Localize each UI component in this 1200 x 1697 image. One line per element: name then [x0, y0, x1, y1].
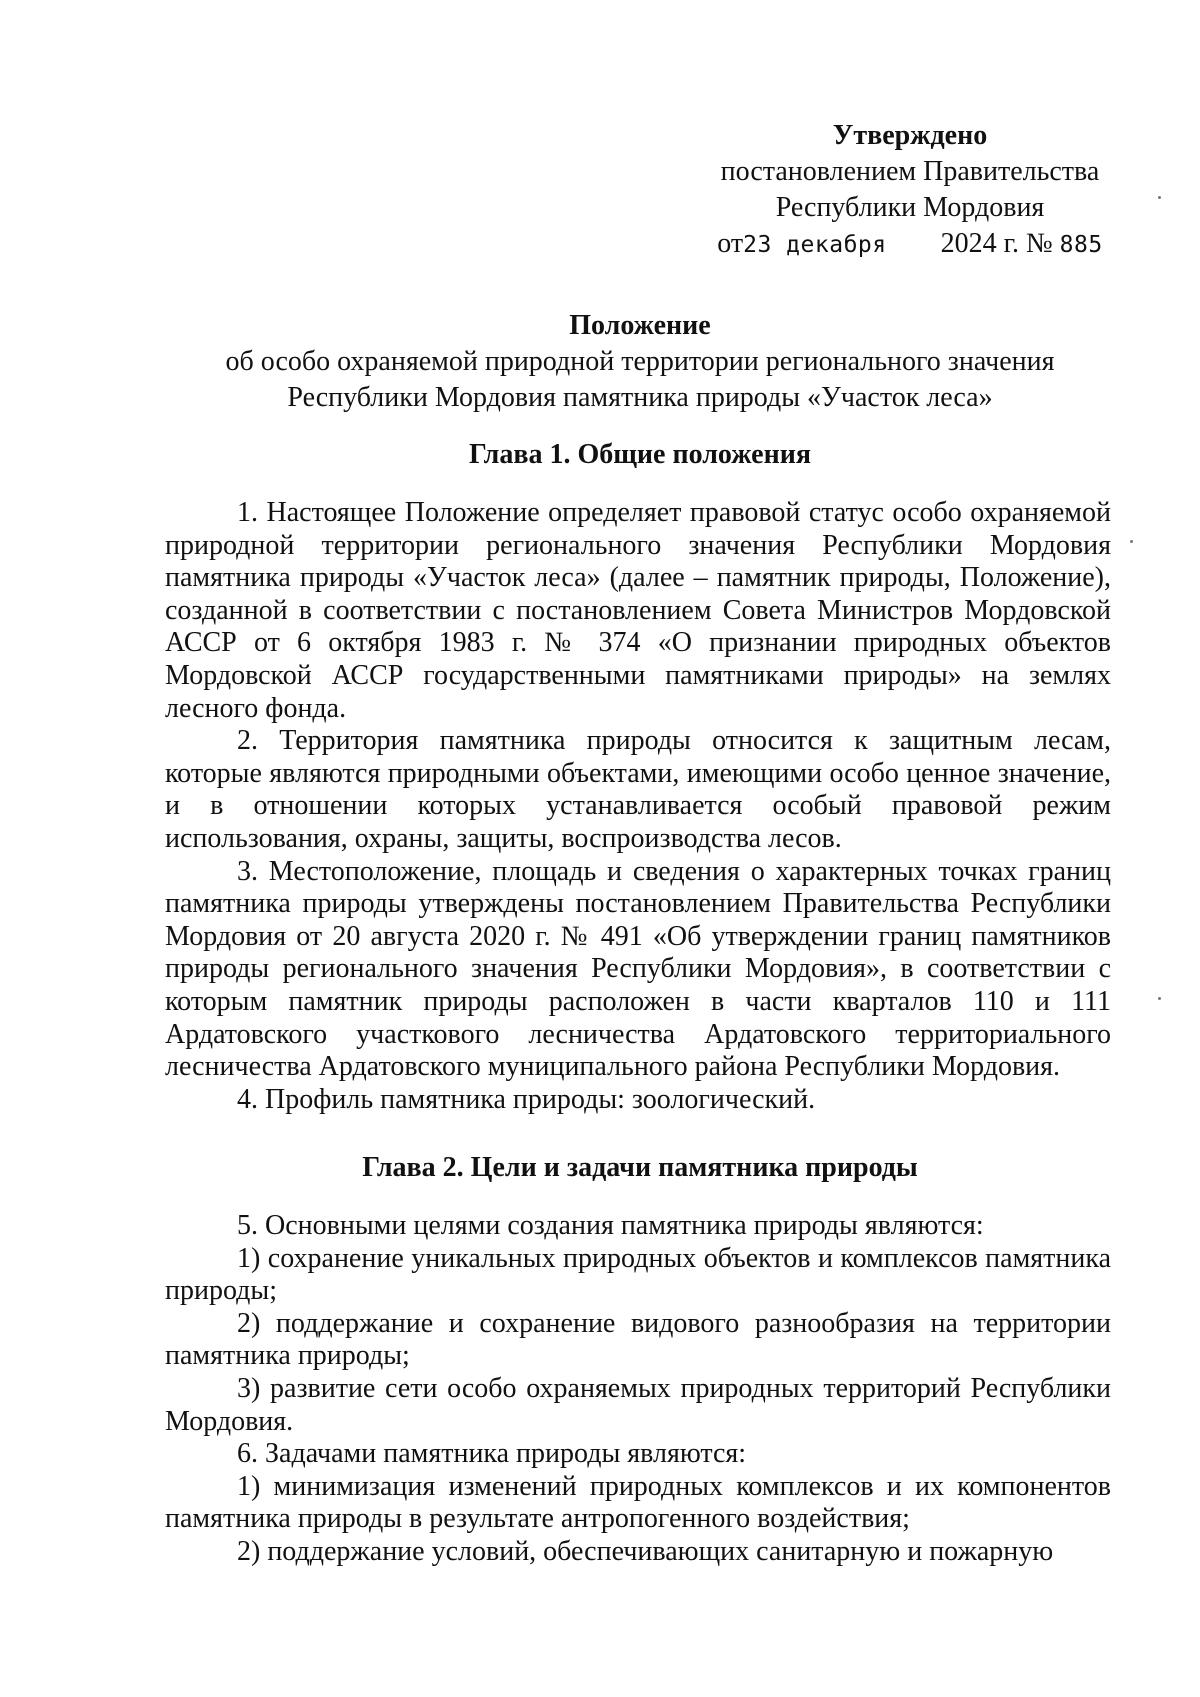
- paragraph: 3. Местоположение, площадь и сведения о характерных точках границ памятника природы утверждены постановлением Правительства Республики Мордовия от 20 августа 2020 г. № 491 «Об утверждении границ памятников природы регионального значения Республики Мордовия», в соответствии с которым памятник природы расположен в части кварталов 110 и 111 Ардатовского участкового лесничества Ардатовского территориального лесничества Ардатовского муниципального района Республики Мордовия.: [165, 855, 1111, 1083]
- approval-title: Утверждено: [832, 120, 988, 151]
- approval-date-value: 23 декабря: [743, 232, 887, 258]
- approval-date-prefix: от: [717, 228, 744, 259]
- document-subtitle-line-1: об особо охраняемой природной территории регионального значения: [225, 346, 1055, 377]
- chapter-1-heading: Глава 1. Общие положения: [468, 439, 811, 470]
- approval-line-1: постановлением Правительства: [720, 156, 1100, 187]
- chapter-2-body: [165, 1210, 1111, 1569]
- paragraph: 6. Задачами памятника природы являются:: [237, 1438, 747, 1470]
- approval-date-line: [700, 226, 1120, 263]
- scan-speck: [1130, 540, 1133, 543]
- paragraph: 2. Территория памятника природы относится к защитным лесам, которые являются природными объектами, имеющими особо ценное значение, и в отношении которых устанавливается особый правовой режим использования, охраны, защиты, воспроизводства лесов.: [165, 725, 1111, 854]
- chapter-2-heading: Глава 2. Цели и задачи памятника природы: [362, 1152, 918, 1183]
- approval-stamp-block: [700, 118, 1120, 263]
- scan-speck: [1158, 196, 1161, 199]
- paragraph: 4. Профиль памятника природы: зоологический.: [237, 1083, 816, 1115]
- paragraph: 1) сохранение уникальных природных объектов и комплексов памятника природы;: [165, 1242, 1111, 1307]
- approval-year: 2024 г. №: [940, 228, 1053, 259]
- document-header: [165, 308, 1115, 416]
- paragraph: 5. Основными целями создания памятника природы являются:: [237, 1210, 984, 1241]
- paragraph: 3) развитие сети особо охраняемых природных территорий Республики Мордовия.: [165, 1372, 1111, 1437]
- approval-number: 885: [1059, 232, 1103, 258]
- document-subtitle-line-2: Республики Мордовия памятника природы «Участок леса»: [287, 382, 993, 413]
- paragraph: 2) поддержание условий, обеспечивающих санитарную и пожарную: [237, 1535, 1054, 1567]
- paragraph: 1. Настоящее Положение определяет правовой статус особо охраняемой природной территории регионального значения Республики Мордовия памятника природы «Участок леса» (далее – памятник природы, Положение), созданной в соответствии с постановлением Совета Министров Мордовской АССР от 6 октября 1983 г. № 374 «О признании природных объектов Мордовской АССР государственными памятниками природы» на землях лесного фонда.: [165, 497, 1111, 724]
- approval-line-2: Республики Мордовия: [775, 192, 1045, 223]
- paragraph: 1) минимизация изменений природных комплексов и их компонентов памятника природы в результате антропогенного воздействия;: [165, 1470, 1111, 1535]
- document-title: Положение: [569, 310, 711, 341]
- paragraph: 2) поддержание и сохранение видового разнообразия на территории памятника природы;: [165, 1307, 1111, 1372]
- scan-speck: [1158, 997, 1161, 1000]
- chapter-1-body: [165, 497, 1111, 1116]
